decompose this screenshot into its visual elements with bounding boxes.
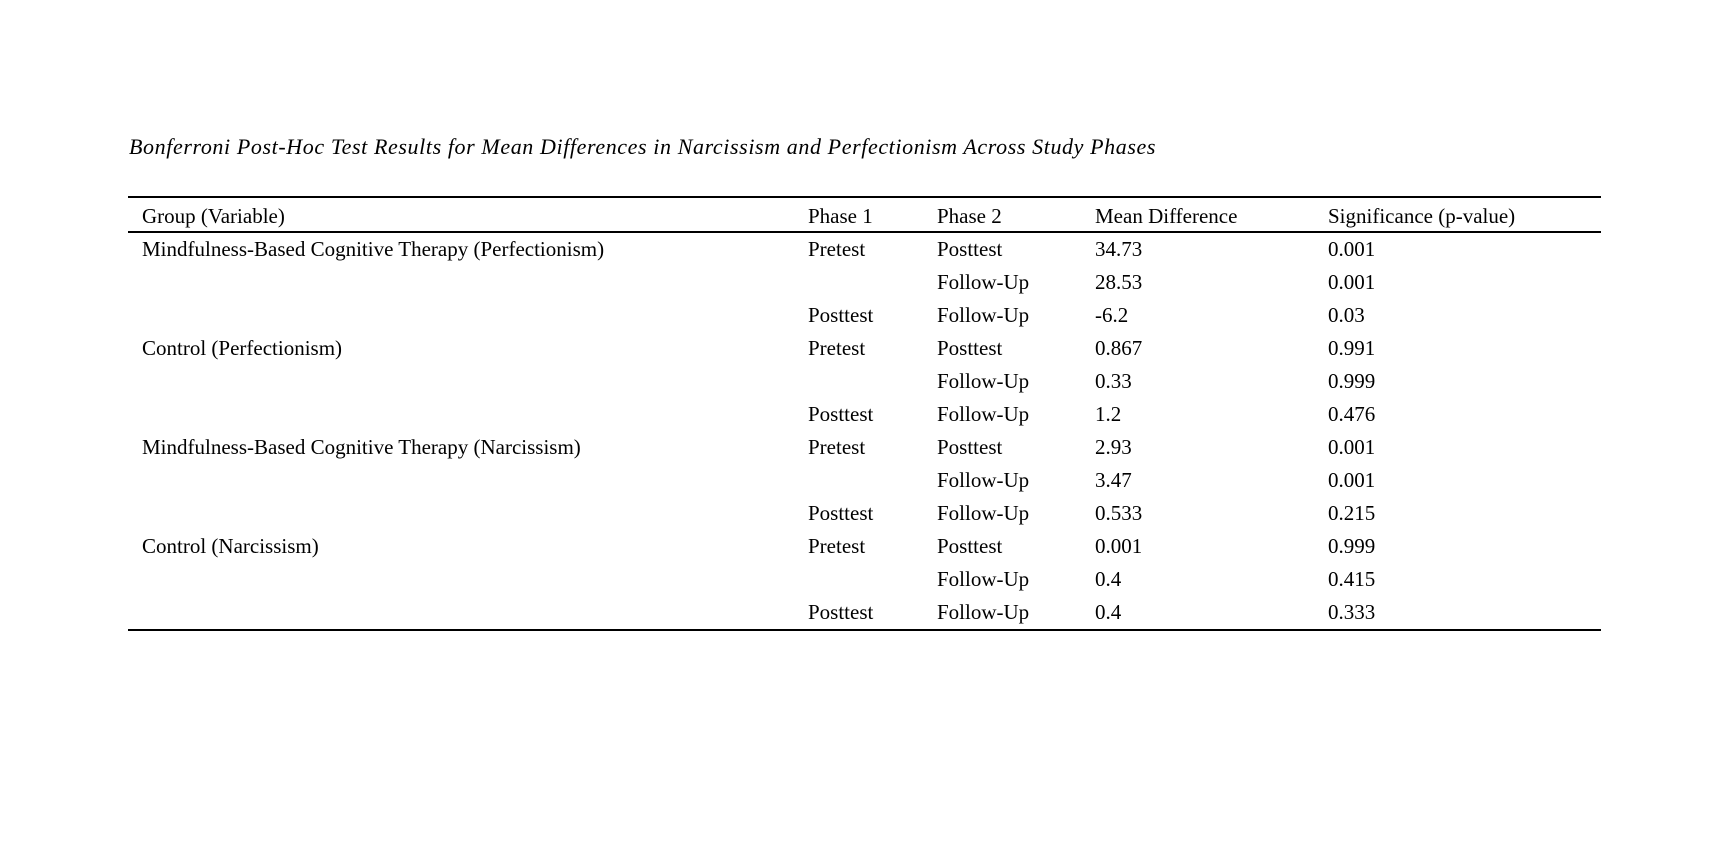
group-cell bbox=[128, 596, 808, 630]
table-row bbox=[128, 563, 1601, 596]
column-header-mean-difference: Mean Difference bbox=[1095, 197, 1328, 232]
table-body bbox=[128, 232, 1601, 630]
significance-cell: 0.999 bbox=[1328, 369, 1376, 393]
column-header-phase-2: Phase 2 bbox=[937, 197, 1095, 232]
significance-cell: 0.415 bbox=[1328, 567, 1376, 591]
group-cell: Control (Perfectionism) bbox=[142, 336, 343, 360]
mean-difference-cell: 0.33 bbox=[1095, 369, 1132, 393]
column-header-significance: Significance (p-value) bbox=[1328, 197, 1601, 232]
table-row bbox=[128, 530, 1601, 563]
phase1-cell bbox=[808, 266, 937, 299]
phase1-cell: Pretest bbox=[808, 237, 866, 261]
phase2-cell: Follow-Up bbox=[937, 402, 1030, 426]
phase1-cell: Pretest bbox=[808, 534, 866, 558]
phase1-cell: Posttest bbox=[808, 596, 937, 630]
phase2-cell: Posttest bbox=[937, 435, 1003, 459]
column-header-group-variable: Group (Variable) bbox=[128, 197, 808, 232]
phase1-cell: Pretest bbox=[808, 336, 866, 360]
mean-difference-cell: -6.2 bbox=[1095, 303, 1129, 327]
mean-difference-cell: 0.867 bbox=[1095, 336, 1143, 360]
phase1-cell bbox=[808, 365, 937, 398]
table-row bbox=[128, 365, 1601, 398]
significance-cell: 0.001 bbox=[1328, 468, 1376, 492]
mean-difference-cell: 28.53 bbox=[1095, 270, 1143, 294]
group-cell: Mindfulness-Based Cognitive Therapy (Perfectionism) bbox=[142, 237, 605, 261]
phase2-cell: Follow-Up bbox=[937, 468, 1030, 492]
mean-difference-cell: 0.533 bbox=[1095, 501, 1143, 525]
group-cell bbox=[128, 497, 808, 530]
header-row bbox=[128, 197, 1601, 232]
significance-cell: 0.215 bbox=[1328, 501, 1376, 525]
table-header bbox=[128, 197, 1601, 232]
group-cell: Control (Narcissism) bbox=[142, 534, 319, 558]
table-row bbox=[128, 299, 1601, 332]
table-row bbox=[128, 398, 1601, 431]
mean-difference-cell: 0.001 bbox=[1095, 534, 1143, 558]
significance-cell: 0.001 bbox=[1328, 270, 1376, 294]
table-row bbox=[128, 464, 1601, 497]
table-row bbox=[128, 232, 1601, 266]
table-row bbox=[128, 266, 1601, 299]
significance-cell: 0.476 bbox=[1328, 402, 1376, 426]
phase1-cell: Posttest bbox=[808, 501, 874, 525]
table-title: Bonferroni Post-Hoc Test Results for Mean Differences in Narcissism and Perfectionism Across Study Phases bbox=[129, 134, 1157, 159]
posthoc-results-table bbox=[128, 196, 1601, 631]
group-cell bbox=[128, 398, 808, 431]
phase1-cell: Posttest bbox=[808, 303, 874, 327]
mean-difference-cell: 0.4 bbox=[1095, 596, 1328, 630]
phase2-cell: Posttest bbox=[937, 237, 1003, 261]
group-cell bbox=[128, 299, 808, 332]
significance-cell: 0.991 bbox=[1328, 336, 1376, 360]
significance-cell: 0.001 bbox=[1328, 435, 1376, 459]
group-cell bbox=[128, 464, 808, 497]
mean-difference-cell: 2.93 bbox=[1095, 435, 1132, 459]
phase1-cell: Posttest bbox=[808, 402, 874, 426]
mean-difference-cell: 3.47 bbox=[1095, 468, 1132, 492]
mean-difference-cell: 34.73 bbox=[1095, 237, 1143, 261]
group-cell bbox=[128, 563, 808, 596]
phase2-cell: Posttest bbox=[937, 336, 1003, 360]
group-cell: Mindfulness-Based Cognitive Therapy (Narcissism) bbox=[142, 435, 581, 459]
column-header-phase-1: Phase 1 bbox=[808, 197, 937, 232]
phase2-cell: Follow-Up bbox=[937, 501, 1030, 525]
table-row bbox=[128, 332, 1601, 365]
table-row bbox=[128, 497, 1601, 530]
mean-difference-cell: 0.4 bbox=[1095, 567, 1122, 591]
group-cell bbox=[128, 365, 808, 398]
phase1-cell bbox=[808, 464, 937, 497]
group-cell bbox=[128, 266, 808, 299]
table-row bbox=[128, 596, 1601, 630]
phase2-cell: Follow-Up bbox=[937, 596, 1095, 630]
significance-cell: 0.999 bbox=[1328, 534, 1376, 558]
phase2-cell: Follow-Up bbox=[937, 303, 1030, 327]
table-row bbox=[128, 431, 1601, 464]
phase2-cell: Follow-Up bbox=[937, 567, 1030, 591]
mean-difference-cell: 1.2 bbox=[1095, 402, 1122, 426]
phase2-cell: Posttest bbox=[937, 534, 1003, 558]
phase1-cell bbox=[808, 563, 937, 596]
phase2-cell: Follow-Up bbox=[937, 369, 1030, 393]
significance-cell: 0.001 bbox=[1328, 237, 1376, 261]
phase1-cell: Pretest bbox=[808, 435, 866, 459]
significance-cell: 0.03 bbox=[1328, 303, 1365, 327]
phase2-cell: Follow-Up bbox=[937, 270, 1030, 294]
significance-cell: 0.333 bbox=[1328, 596, 1601, 630]
